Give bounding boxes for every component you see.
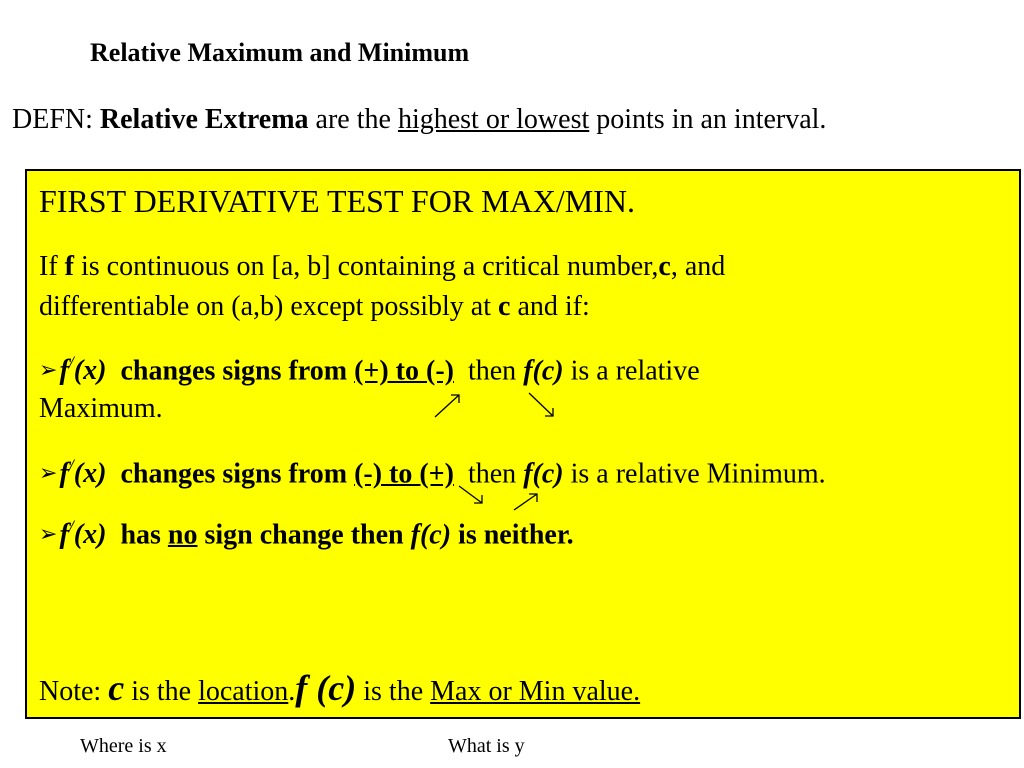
bullet3-fc: f(c) xyxy=(410,519,452,551)
bullet3-rest: is neither. xyxy=(451,519,574,551)
slide-title: Relative Maximum and Minimum xyxy=(90,38,470,67)
intro-f: f xyxy=(64,251,74,282)
bullet1-fc: f(c) xyxy=(523,355,564,387)
fprime-f: f xyxy=(59,355,69,387)
note-location: location xyxy=(198,676,289,707)
note-c: c xyxy=(108,668,125,708)
intro-text-2: , and xyxy=(670,251,726,282)
fprime-f: f xyxy=(59,458,69,490)
fprime-mark: / xyxy=(68,456,74,476)
defn-suffix: points in an interval. xyxy=(589,104,827,135)
fprime-mark: / xyxy=(68,353,74,373)
up-arrow-icon xyxy=(514,494,537,510)
note-text-1: is the xyxy=(124,676,199,707)
defn-mid: are the xyxy=(308,104,398,135)
bullet1-signs: (+) to (-) xyxy=(354,355,454,387)
caption-what-is-y: What is y xyxy=(448,735,525,757)
fprime-f: f xyxy=(59,519,69,551)
bullet2-signs: (-) to (+) xyxy=(354,458,454,490)
defn-prefix: DEFN: xyxy=(12,104,100,135)
bullet3-text: has xyxy=(120,519,168,551)
bullet1-rest: is a relative xyxy=(563,355,700,387)
bullet1-then: then xyxy=(467,355,524,387)
bullet2-rest: is a relative Minimum. xyxy=(563,458,826,490)
intro-c: c xyxy=(658,251,671,282)
intro-line2-a: differentiable on (a,b) except possibly at xyxy=(39,291,498,322)
bullet3-text-2: sign change then xyxy=(197,519,411,551)
bullet-arrow-icon: ➢ xyxy=(39,521,58,547)
note-dot: . xyxy=(288,676,296,707)
down-arrow-icon xyxy=(529,393,553,416)
note-fc: f (c) xyxy=(295,668,357,708)
defn-term: Relative Extrema xyxy=(99,104,309,135)
fprime-x: (x) xyxy=(73,519,107,551)
bullet-arrow-icon: ➢ xyxy=(39,357,58,383)
bullet2-text: changes signs from xyxy=(120,458,355,490)
intro-text-1: is continuous on [a, b] containing a critical number, xyxy=(73,251,659,282)
intro-if: If xyxy=(39,251,65,282)
note-label: Note: xyxy=(39,676,109,707)
bullet2-then: then xyxy=(467,458,524,490)
caption-where-is-x: Where is x xyxy=(80,735,167,757)
bullet1-text: changes signs from xyxy=(120,355,355,387)
intro-c2: c xyxy=(498,291,511,322)
box-heading: FIRST DERIVATIVE TEST FOR MAX/MIN. xyxy=(39,183,635,219)
up-arrow-icon xyxy=(435,395,459,417)
fprime-mark: / xyxy=(68,517,74,537)
bullet2-fc: f(c) xyxy=(523,458,564,490)
note-maxmin: Max or Min value. xyxy=(430,676,641,707)
down-arrow-icon xyxy=(459,486,482,503)
bullet3-no: no xyxy=(167,519,198,551)
bullet-max-line-2: Maximum. xyxy=(39,393,163,424)
intro-line2-b: and if: xyxy=(510,291,590,322)
bullet-arrow-icon: ➢ xyxy=(39,460,58,486)
fprime-x: (x) xyxy=(73,355,107,387)
defn-underlined: highest or lowest xyxy=(397,104,590,135)
note-text-2: is the xyxy=(356,676,431,707)
fprime-x: (x) xyxy=(73,458,107,490)
